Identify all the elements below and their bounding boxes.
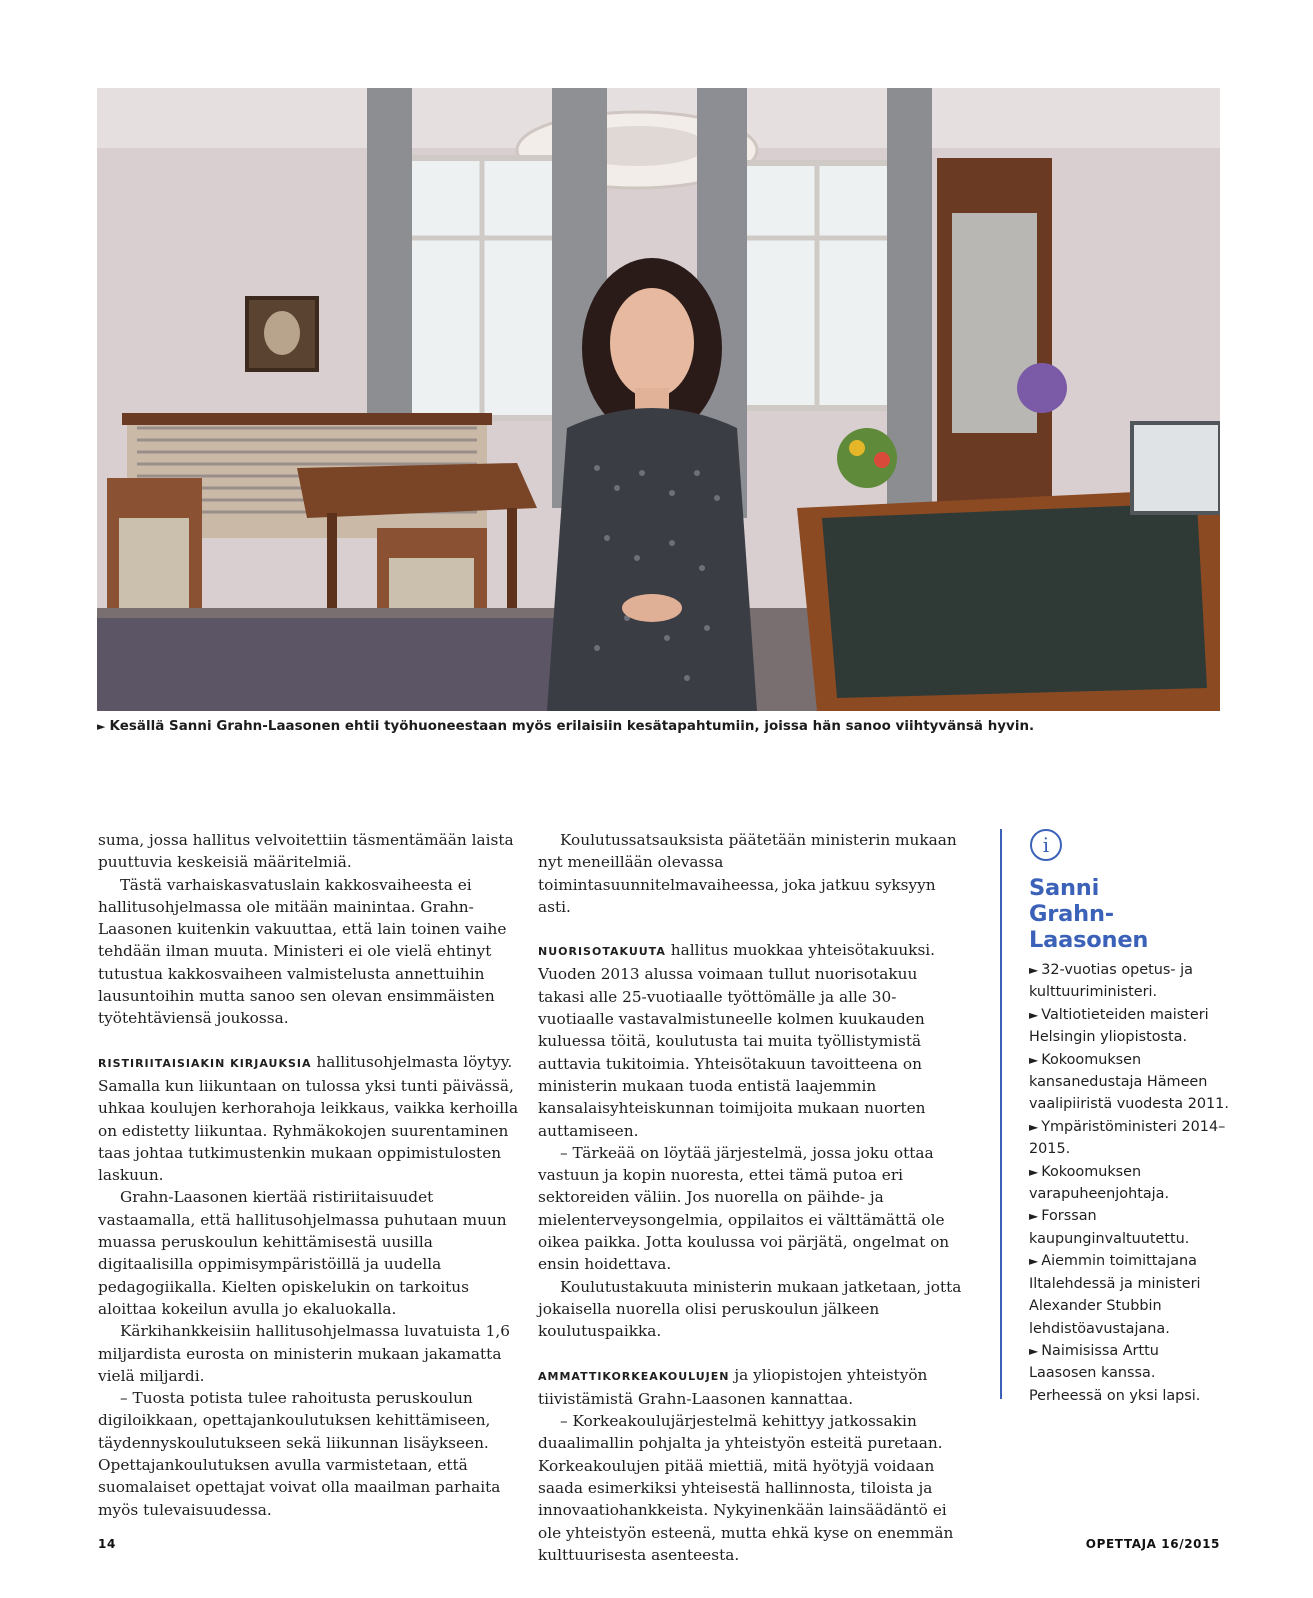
info-sidebar (1029, 829, 1229, 1407)
section-lead: NUORISOTAKUUTA (538, 945, 666, 959)
page-number: 14 (98, 1537, 116, 1551)
section-lead: RISTIRIITAISIAKIN KIRJAUKSIA (98, 1056, 312, 1070)
paragraph: Koulutussatsauksista päätetään ministerin mukaan nyt meneillään olevassa toimintasuunnitelmavaiheessa, joka jatkuu syksyyn asti. (538, 831, 957, 916)
list-item: ► Naimisissa Arttu Laasosen kanssa. Perheessä on yksi lapsi. (1029, 1342, 1201, 1404)
list-item: ► Aiemmin toimittajana Iltalehdessä ja ministeri Alexander Stubbin lehdistöavustajana. (1029, 1253, 1201, 1337)
paragraph: suma, jossa hallitus velvoitettiin täsmentämään laista puuttuvia keskeisiä määritelmiä. (98, 831, 514, 872)
list-item: ► Ympäristöministeri 2014–2015. (1029, 1118, 1226, 1158)
list-item: ► Forssan kaupunginvaltuutettu. (1029, 1208, 1190, 1247)
bullet-triangle-icon: ► (1029, 1164, 1039, 1179)
publication-folio: OPETTAJA 16/2015 (1085, 1537, 1220, 1551)
caption-triangle-icon: ► (97, 720, 106, 733)
bullet-triangle-icon: ► (1029, 1254, 1039, 1269)
bullet-triangle-icon: ► (1029, 1343, 1039, 1358)
paragraph: – Tuosta potista tulee rahoitusta peruskoulun digiloikkaan, opettajankoulutuksen kehittämiseen, täydennyskoulutukseen sekä liikunnan lisäykseen. Opettajankoulutuksen avulla varmistetaan, että suomalaiset opettajat voivat olla maailman parhaita myös tulevaisuudessa. (98, 1389, 501, 1519)
list-item: ► Kokoomuksen kansanedustaja Hämeen vaalipiiristä vuodesta 2011. (1029, 1051, 1229, 1113)
sidebar-rule (1000, 829, 1002, 1399)
photo-caption: ► Kesällä Sanni Grahn-Laasonen ehtii työhuoneestaan myös erilaisiin kesätapahtumiin, joissa hän sanoo viihtyvänsä hyvin. (97, 719, 1035, 734)
section-paragraph: NUORISOTAKUUTA hallitus muokkaa yhteisötakuuksi. Vuoden 2013 alussa voimaan tullut nuorisotakuu takasi alle 25-vuotiaalle työttömälle ja alle 30-vuotiaalle vastavalmistuneelle kolmen kuukauden kuluessa töitä, koulutusta tai muita työllistymistä auttavia tukitoimia. Yhteisötakuun tavoitteena on ministerin mukaan tuoda entistä laajemmin kansalaisyhteiskunnan toimijoita mukaan nuorten auttamiseen. (538, 941, 936, 1140)
bullet-triangle-icon: ► (1029, 1007, 1039, 1022)
list-item: ► Kokoomuksen varapuheenjohtaja. (1029, 1163, 1170, 1203)
office-photo-illustration (97, 88, 1220, 711)
section-lead: AMMATTIKORKEAKOULUJEN (538, 1369, 730, 1383)
section-paragraph: RISTIRIITAISIAKIN KIRJAUKSIA hallitusohjelmasta löytyy. Samalla kun liikuntaan on tulossa yksi tunti päivässä, uhkaa koulujen kerhorahoja leikkaus, vaikka kerhoilla on edistetty liikuntaa. Ryhmäkokojen suurentaminen taas johtaa tutkimustenkin mukaan oppimistulosten laskuun. (98, 1052, 519, 1185)
article-photo (97, 88, 1220, 711)
sidebar-fact-list (1029, 959, 1229, 1407)
paragraph: – Tärkeää on löytää järjestelmä, jossa joku ottaa vastuun ja kopin nuoresta, ettei tämä putoa eri sektoreiden väliin. Jos nuorella on päihde- ja mielenterveysongelmia, oppilaitos ei välttämättä ole oikea paikka. Jotta koulussa voi pärjätä, ongelmat on ensin hoidettava. (538, 1143, 950, 1274)
paragraph: – Korkeakoulujärjestelmä kehittyy jatkossakin duaalimallin pohjalta ja yhteistyön esteitä puretaan. Korkeakoulujen pitää miettiä, mitä hyötyjä voidaan saada esimerkiksi yhteisestä hallinnosta, tiloista ja innovaatiohankkeista. Nykyinenkään lainsäädäntö ei ole yhteistyön esteenä, mutta ehkä kyse on enemmän kulttuurisesta asenteesta. (538, 1412, 954, 1564)
sidebar-title: Sanni Grahn-Laasonen (1029, 875, 1149, 953)
body-column-2 (538, 829, 962, 1566)
list-item: ► 32-vuotias opetus- ja kulttuuriministeri. (1029, 962, 1193, 1001)
paragraph: Tästä varhaiskasvatuslain kakkosvaiheesta ei hallitusohjelmassa ole mitään mainintaa. Grahn-Laasonen kuitenkin vakuuttaa, että lain toinen vaihe tehdään ilman muuta. Ministeri ei ole vielä ehtinyt tutustua kakkosvaiheen valmistelusta annettuihin lausuntoihin mutta sanoo sen olevan ensimmäisten työtehtäviensä joukossa. (98, 875, 507, 1028)
paragraph: Grahn-Laasonen kiertää ristiriitaisuudet vastaamalla, että hallitusohjelmassa puhutaan muun muassa peruskoulun kehittämisestä uusilla digitaalisilla oppimisympäristöillä ja uudella pedagogiikalla. Kielten opiskelukin on tarkoitus aloittaa kokeilun avulla jo ekaluokalla. (98, 1188, 507, 1318)
paragraph: Kärkihankkeisiin hallitusohjelmassa luvatuista 1,6 miljardista eurosta on ministerin mukaan jakamatta vielä miljardi. (98, 1322, 510, 1385)
body-column-1 (98, 829, 522, 1521)
bullet-triangle-icon: ► (1029, 1209, 1039, 1224)
list-item: ► Valtiotieteiden maisteri Helsingin yliopistosta. (1029, 1006, 1209, 1046)
paragraph: Koulutustakuuta ministerin mukaan jatketaan, jotta jokaisella nuorella olisi peruskoulun jälkeen koulutuspaikka. (538, 1277, 962, 1341)
bullet-triangle-icon: ► (1029, 1052, 1039, 1067)
section-paragraph: AMMATTIKORKEAKOULUJEN ja yliopistojen yhteistyön tiivistämistä Grahn-Laasonen kannattaa. (538, 1365, 928, 1408)
bullet-triangle-icon: ► (1029, 1119, 1039, 1134)
bullet-triangle-icon: ► (1029, 963, 1039, 977)
info-icon: i (1030, 829, 1062, 861)
